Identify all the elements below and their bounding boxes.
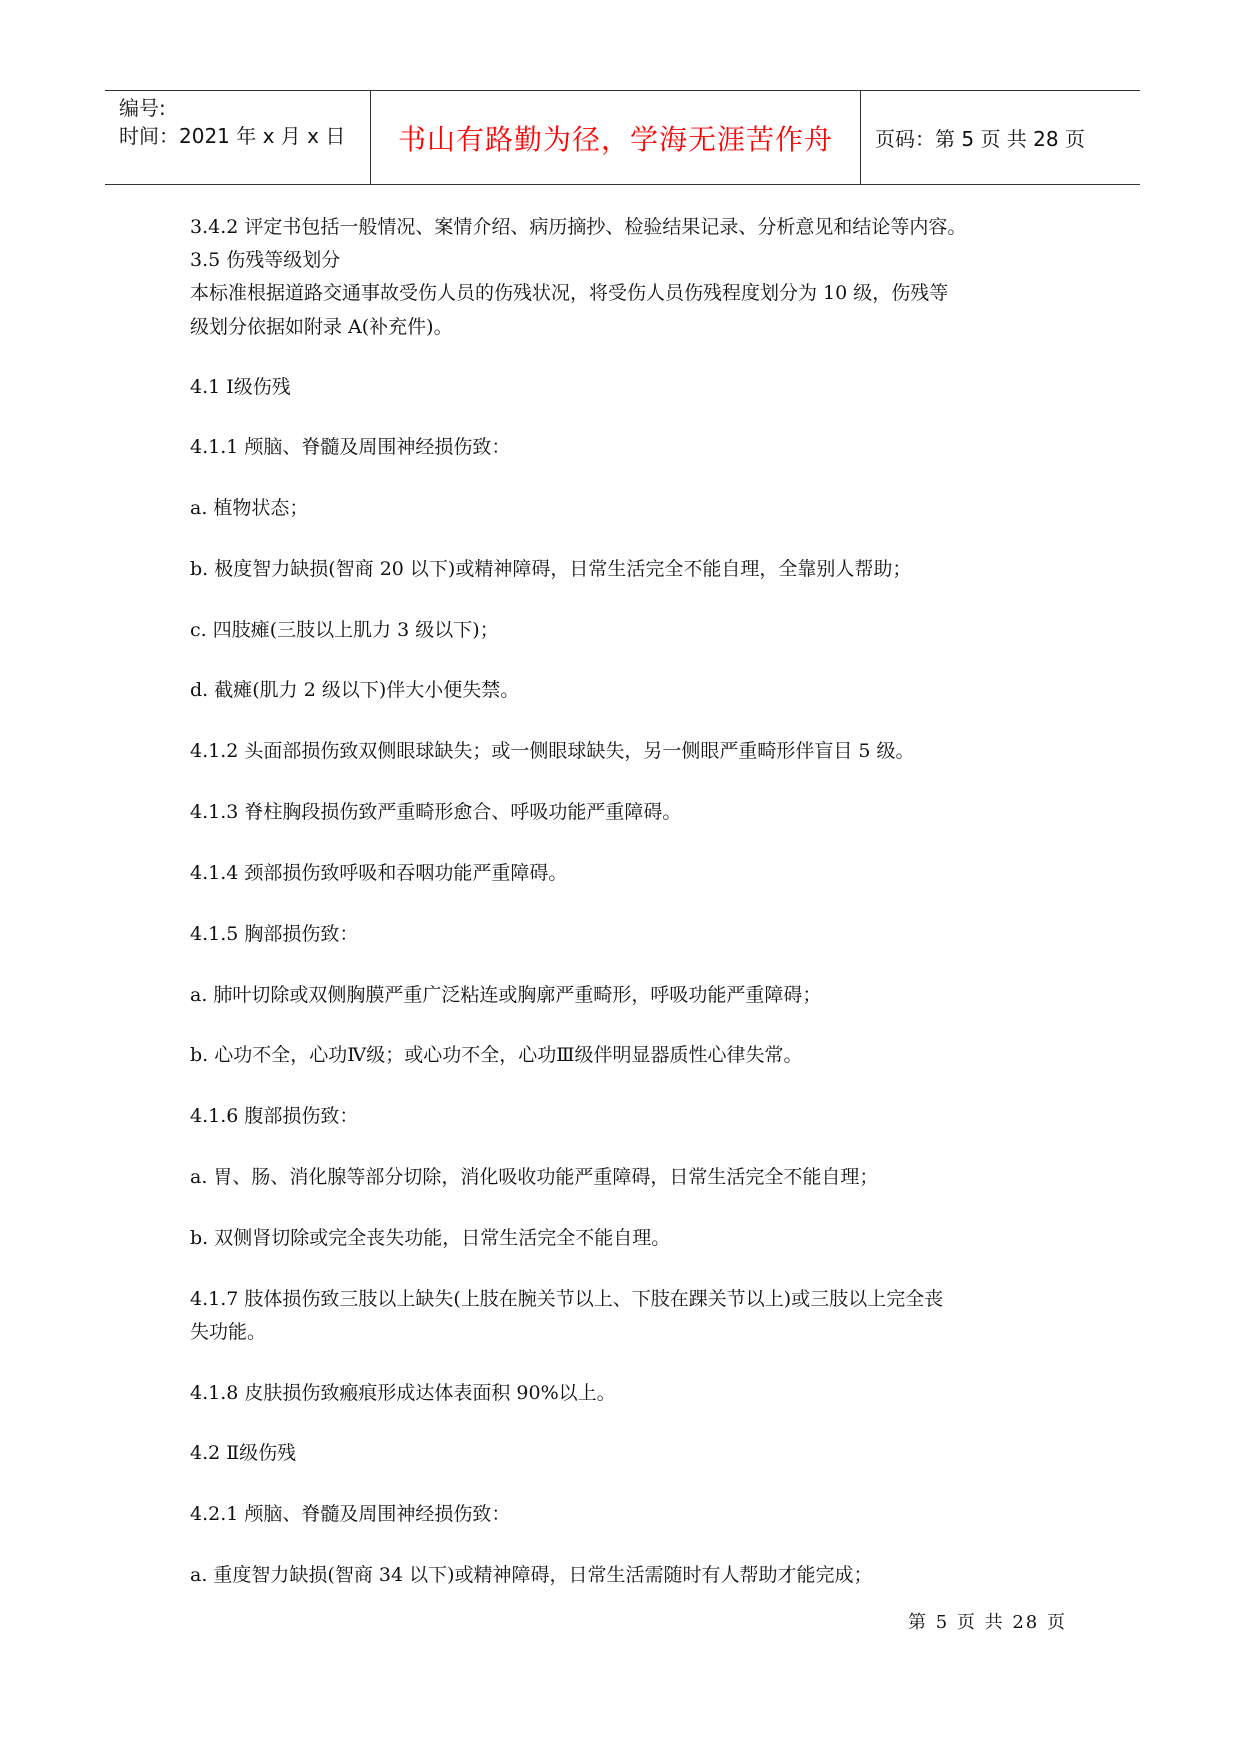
page-header [105, 90, 1140, 185]
list-item: c. 四肢瘫(三肢以上肌力 3 级以下)； [190, 619, 499, 641]
list-item: b. 极度智力缺损(智商 20 以下)或精神障碍，日常生活完全不能自理，全靠别人帮助； [190, 558, 912, 580]
paragraph: 4.1.5 胸部损伤致： [190, 923, 359, 945]
document-number-label: 编号: [119, 96, 166, 120]
paragraph: 4.1.4 颈部损伤致呼吸和吞咽功能严重障碍。 [190, 862, 568, 884]
list-item: a. 肺叶切除或双侧胸膜严重广泛粘连或胸廓严重畸形，呼吸功能严重障碍； [190, 984, 822, 1006]
header-page-label: 页码：第 5 页 共 28 页 [875, 127, 1085, 151]
paragraph: 4.2.1 颅脑、脊髓及周围神经损伤致： [190, 1503, 511, 1525]
paragraph: 本标准根据道路交通事故受伤人员的伤残状况，将受伤人员伤残程度划分为 10 级，伤残等 [190, 282, 949, 304]
document-time-label: 时间：2021 年 x 月 x 日 [119, 124, 346, 148]
page-footer: 第 5 页 共 28 页 [908, 1612, 1067, 1633]
paragraph: 4.1.2 头面部损伤致双侧眼球缺失；或一侧眼球缺失，另一侧眼严重畸形伴盲目 5 级。 [190, 740, 915, 762]
paragraph: 4.1.6 腹部损伤致： [190, 1105, 359, 1127]
list-item: b. 双侧肾切除或完全丧失功能，日常生活完全不能自理。 [190, 1227, 671, 1249]
list-item: b. 心功不全，心功Ⅳ级；或心功不全，心功Ⅲ级伴明显器质性心律失常。 [190, 1044, 803, 1066]
paragraph: 4.1.1 颅脑、脊髓及周围神经损伤致： [190, 436, 511, 458]
header-meta [105, 91, 371, 184]
section-heading: 3.5 伤残等级划分 [190, 249, 341, 271]
section-heading: 4.2 Ⅱ级伤残 [190, 1442, 297, 1464]
header-motto: 书山有路勤为径，学海无涯苦作舟 [371, 91, 861, 184]
list-item: a. 植物状态； [190, 497, 309, 519]
paragraph: 失功能。 [190, 1321, 267, 1343]
paragraph: 3.4.2 评定书包括一般情况、案情介绍、病历摘抄、检验结果记录、分析意见和结论等内容。 [190, 216, 967, 238]
paragraph: 4.1.7 肢体损伤致三肢以上缺失(上肢在腕关节以上、下肢在踝关节以上)或三肢以上完全丧 [190, 1288, 944, 1310]
section-heading: 4.1 Ⅰ级伤残 [190, 376, 291, 398]
list-item: d. 截瘫(肌力 2 级以下)伴大小便失禁。 [190, 679, 520, 701]
paragraph: 4.1.3 脊柱胸段损伤致严重畸形愈合、呼吸功能严重障碍。 [190, 801, 682, 823]
list-item: a. 重度智力缺损(智商 34 以下)或精神障碍，日常生活需随时有人帮助才能完成； [190, 1564, 873, 1586]
paragraph: 4.1.8 皮肤损伤致瘢痕形成达体表面积 90%以上。 [190, 1382, 616, 1404]
paragraph: 级划分依据如附录 A(补充件)。 [190, 316, 453, 338]
list-item: a. 胃、肠、消化腺等部分切除，消化吸收功能严重障碍，日常生活完全不能自理； [190, 1166, 879, 1188]
